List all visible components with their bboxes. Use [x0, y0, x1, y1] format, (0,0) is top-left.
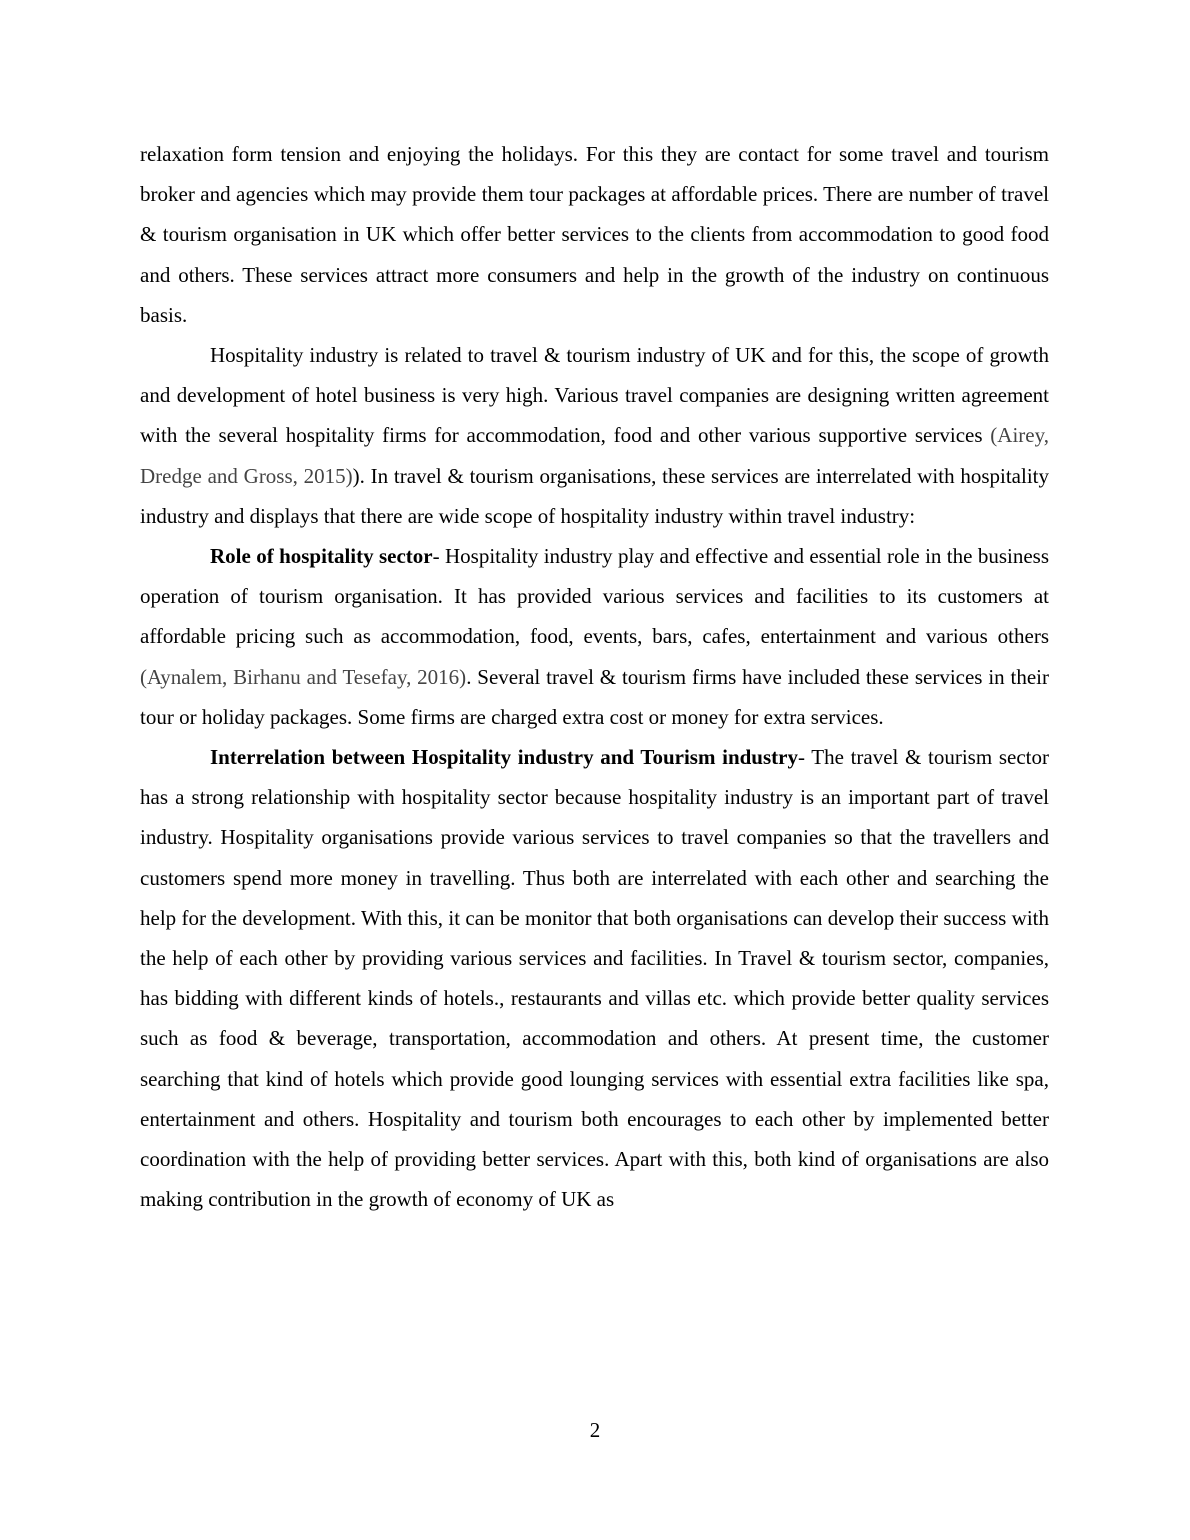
paragraph-heading: Interrelation between Hospitality industry and Tourism industry — [210, 745, 798, 770]
paragraph-heading: Role of hospitality sector — [210, 544, 433, 569]
page-number: 2 — [589, 1418, 601, 1442]
document-body — [140, 134, 1049, 1219]
paragraph-hospitality-scope — [140, 335, 1049, 536]
paragraph-text: - Hospitality industry play and effective and essential role in the business operation of tourism organisation. It has provided various services and facilities to its customers at affordable pricing such as accommodation, food, events, bars, cafes, entertainment and various others — [140, 544, 1049, 649]
paragraph-interrelation — [140, 737, 1049, 1219]
paragraph-text: . Several travel & tourism firms have included these services in their tour or holiday packages. Some firms are charged extra cost or money for extra services. — [140, 664, 1049, 729]
citation-airey-2015: (Airey, Dredge and Gross, 2015) — [140, 423, 1049, 488]
paragraph-text: relaxation form tension and enjoying the holidays. For this they are contact for some travel and tourism broker and agencies which may provide them tour packages at affordable prices. There are number of travel & tourism organisation in UK which offer better services to the clients from accommodation to good food and others. These services attract more consumers and help in the growth of the industry on continuous basis. — [140, 142, 1049, 327]
paragraph-intro-continuation — [140, 134, 1049, 335]
paragraph-text: ). In travel & tourism organisations, these services are interrelated with hospitality industry and displays that there are wide scope of hospitality industry within travel industry: — [140, 463, 1049, 528]
paragraph-text: - The travel & tourism sector has a strong relationship with hospitality sector because hospitality industry is an important part of travel industry. Hospitality organisations provide various services to travel companies so that the travellers and customers spend more money in travelling. Thus both are interrelated with each other and searching the help for the development. With this, it can be monitor that both organisations can develop their success with the help of each other by providing various services and facilities. In Travel & tourism sector, companies, has bidding with different kinds of hotels., restaurants and villas etc. which provide better quality services such as food & beverage, transportation, accommodation and others. At present time, the customer searching that kind of hotels which provide good lounging services with essential extra facilities like spa, entertainment and others. Hospitality and tourism both encourages to each other by implemented better coordination with the help of providing better services. Apart with this, both kind of organisations are also making contribution in the growth of economy of UK as — [140, 745, 1049, 1212]
paragraph-text: Hospitality industry is related to travel & tourism industry of UK and for this, the scope of growth and development of hotel business is very high. Various travel companies are designing written agreement with the several hospitality firms for accommodation, food and other various supportive services — [140, 343, 1049, 448]
paragraph-role-of-hospitality — [140, 536, 1049, 737]
citation-aynalem-2016: (Aynalem, Birhanu and Tesefay, 2016) — [140, 664, 467, 689]
